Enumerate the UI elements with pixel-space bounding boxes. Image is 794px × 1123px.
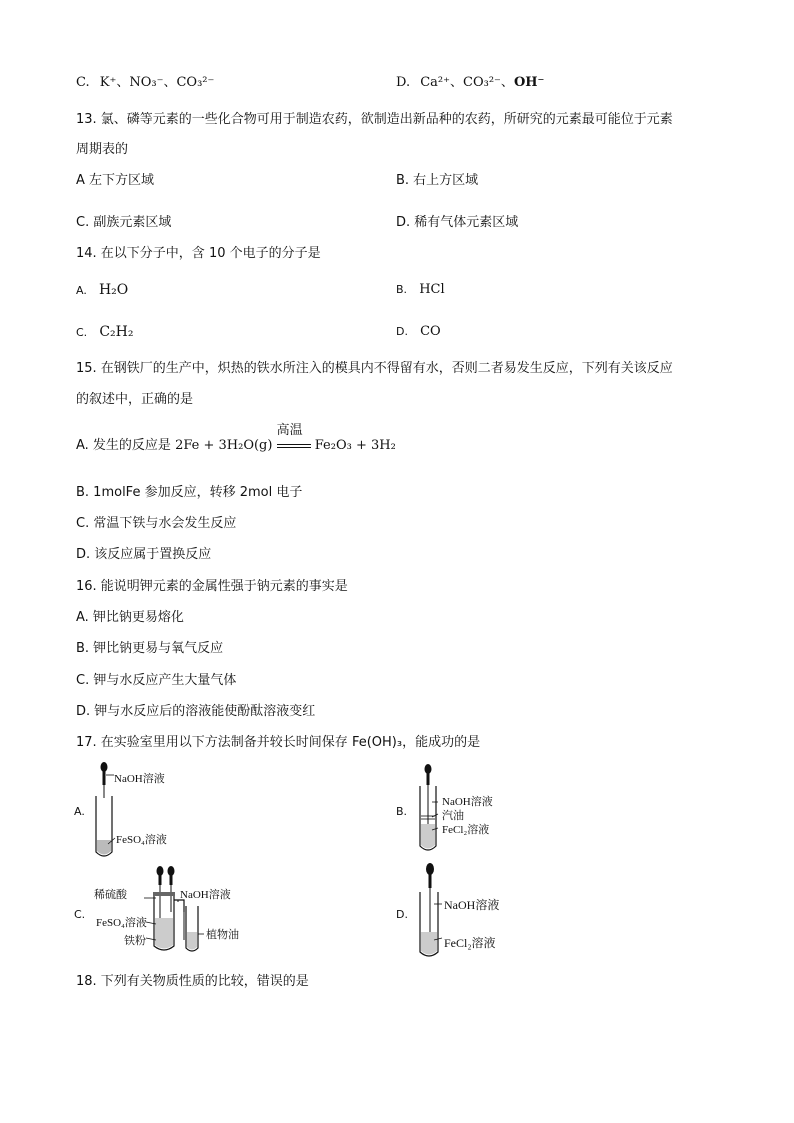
label-naoh: NaOH溶液: [180, 889, 231, 901]
ion-oh: OH⁻: [513, 75, 545, 90]
q16-option-d: D. 钾与水反应后的溶液能使酚酞溶液变红: [76, 704, 316, 719]
label-iron-powder: 铁粉: [124, 935, 146, 947]
apparatus-a: [90, 760, 210, 860]
q14-option-c: [76, 324, 133, 341]
two-tube-setup-icon: [94, 862, 264, 957]
q15-stem-line2: 的叙述中，正确的是: [76, 392, 194, 407]
apparatus-d: [414, 860, 544, 960]
q17-stem: 17. 在实验室里用以下方法制备并较长时间保存 Fe(OH)₃，能成功的是: [76, 735, 481, 750]
option-label: C.: [76, 326, 88, 339]
label-gasoline: 汽油: [442, 810, 464, 822]
option-label: B.: [396, 283, 408, 296]
test-tube-layered-icon: [414, 762, 534, 857]
apparatus-c: [94, 862, 264, 957]
label-naoh: NaOH溶液: [442, 796, 493, 808]
separator: 、: [163, 75, 177, 90]
label-fecl2: FeCl₂溶液: [444, 936, 496, 950]
q13-option-c: C. 副族元素区域: [76, 215, 172, 230]
reaction-condition: 高温: [276, 422, 303, 438]
q15-option-d: D. 该反应属于置换反应: [76, 547, 212, 562]
option-label: C.: [76, 75, 90, 90]
formula-c2h2: C₂H₂: [99, 324, 134, 340]
label-feso4: FeSO₄溶液: [116, 834, 167, 846]
q15-option-b: B. 1molFe 参加反应，转移 2mol 电子: [76, 485, 303, 500]
label-naoh: NaOH溶液: [444, 898, 500, 912]
label-feso4: FeSO₄溶液: [96, 917, 147, 929]
q13-option-b: B. 右上方区域: [396, 173, 479, 188]
formula-h2o: H₂O: [98, 282, 129, 298]
equation-reactants: 2Fe + 3H₂O(g): [175, 438, 273, 453]
ion-k: K⁺: [99, 75, 117, 90]
q15-option-a: [76, 422, 396, 454]
separator: 、: [116, 75, 130, 90]
separator: 、: [500, 75, 514, 90]
ion-ca: Ca²⁺: [420, 75, 451, 90]
q15-stem-line1: 15. 在钢铁厂的生产中，炽热的铁水所注入的模具内不得留有水，否则二者易发生反应，下列有关该反应: [76, 361, 673, 376]
q16-option-a: A. 钾比钠更易熔化: [76, 610, 184, 625]
ion-no3: NO₃⁻: [129, 75, 164, 90]
label-fecl2: FeCl₂溶液: [442, 824, 490, 836]
equation-products: Fe₂O₃ + 3H₂: [314, 438, 396, 453]
q12-option-c: [76, 75, 214, 91]
q13-stem-line1: 13. 氯、磷等元素的一些化合物可用于制造农药，欲制造出新品种的农药，所研究的元素最可能位于元素: [76, 112, 673, 127]
ion-co3: CO₃²⁻: [463, 75, 501, 90]
q16-option-b: B. 钾比钠更易与氧气反应: [76, 641, 224, 656]
q14-option-d: [396, 324, 441, 340]
formula-hcl: HCl: [419, 282, 445, 297]
option-label: A.: [76, 284, 87, 297]
separator: 、: [450, 75, 464, 90]
reaction-arrow: [276, 422, 311, 453]
q17-b-label: B.: [396, 805, 408, 818]
formula-co: CO: [420, 324, 441, 339]
q13-stem-line2: 周期表的: [76, 142, 129, 157]
q17-d-label: D.: [396, 908, 408, 921]
q15-option-c: C. 常温下铁与水会发生反应: [76, 516, 237, 531]
option-a-prefix: A. 发生的反应是: [76, 438, 171, 453]
option-label: D.: [396, 325, 408, 338]
q12-option-d: [396, 75, 544, 91]
q17-a-label: A.: [74, 805, 85, 818]
q16-stem: 16. 能说明钾元素的金属性强于钠元素的事实是: [76, 579, 348, 594]
q14-option-a: [76, 282, 128, 299]
q14-option-b: [396, 282, 445, 298]
apparatus-b: [414, 762, 534, 857]
q13-option-a: A 左下方区域: [76, 173, 155, 188]
label-naoh: NaOH溶液: [114, 773, 165, 785]
label-dilute-h2so4: 稀硫酸: [94, 889, 127, 901]
q16-option-c: C. 钾与水反应产生大量气体: [76, 673, 237, 688]
ion-co3: CO₃²⁻: [176, 75, 215, 90]
q18-stem: 18. 下列有关物质性质的比较，错误的是: [76, 974, 309, 989]
label-vegetable-oil: 植物油: [206, 929, 239, 941]
q14-stem: 14. 在以下分子中，含 10 个电子的分子是: [76, 246, 321, 261]
option-label: D.: [396, 75, 411, 90]
q17-c-label: C.: [74, 908, 86, 921]
q13-option-d: D. 稀有气体元素区域: [396, 215, 519, 230]
